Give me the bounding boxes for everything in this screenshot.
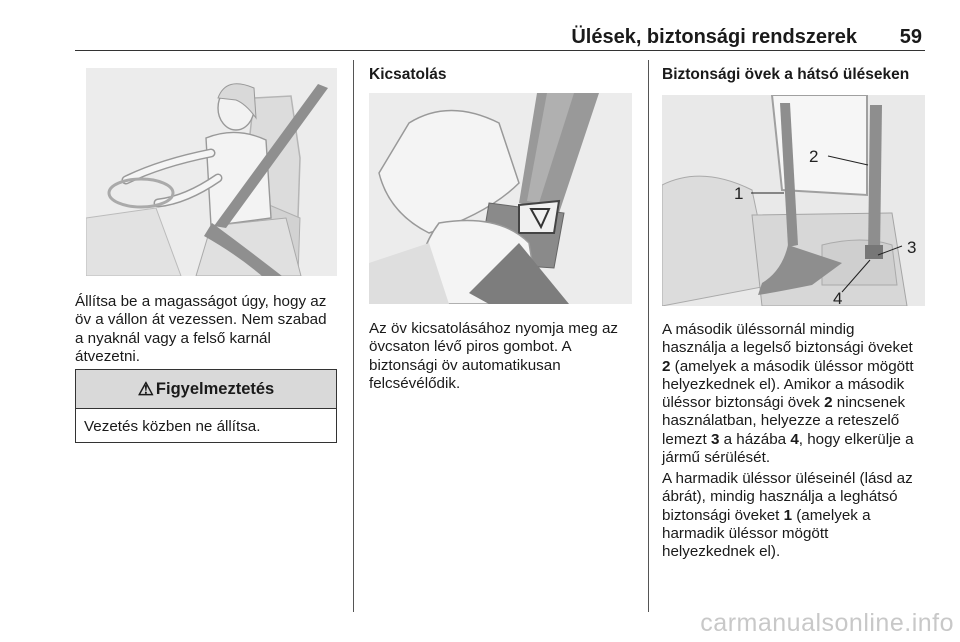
rear-seatbelts-illustration [662, 95, 925, 306]
warning-header [76, 370, 336, 409]
warning-title: Figyelmeztetés [155, 379, 275, 398]
seatbelt-height-illustration [86, 68, 337, 276]
warning-box [75, 369, 337, 443]
unbuckle-heading: Kicsatolás [369, 66, 447, 83]
column-divider-1 [353, 60, 354, 612]
warning-icon: ⚠ [137, 378, 154, 399]
header-rule [75, 50, 925, 51]
rear-belts-text-1: A második üléssornál mindig használja a legelső biztonsági öveket 2 (amelyek a második üléssor mögött helyezkednek el). Amikor a második üléssor biztonsági övek 2 nincsenek használatban, helyezze a reteszelő lemezt 3 a házába 4, hogy elkerülje a jármű sérülését. [662, 321, 914, 467]
page-number: 59 [899, 26, 922, 48]
watermark: carmanualsonline.info [700, 609, 954, 637]
page-header [75, 26, 925, 48]
callout-1: 1 [734, 184, 744, 203]
section-title: Ülések, biztonsági rendszerek [571, 26, 857, 48]
callout-2: 2 [809, 147, 819, 166]
rear-belts-text-2: A harmadik üléssor üléseinél (lásd az ábrát), mindig használja a leghátsó biztonsági öveket 1 (amelyek a harmadik üléssor mögött helyezkednek el). [662, 470, 913, 561]
unbuckle-illustration [369, 93, 632, 304]
unbuckle-text: Az öv kicsatolásához nyomja meg az övcsaton lévő piros gombot. A biztonsági öv automatikusan felcsévélődik. [369, 320, 619, 392]
callout-4: 4 [833, 289, 843, 306]
callout-3: 3 [907, 238, 917, 257]
rear-belts-heading: Biztonsági övek a hátsó üléseken [662, 66, 910, 83]
column-divider-2 [648, 60, 649, 612]
warning-body: Vezetés közben ne állítsa. [84, 418, 261, 435]
height-adjustment-text: Állítsa be a magasságot úgy, hogy az öv a vállon át vezessen. Nem szabad a nyaknál vagy a felső karnál átvezetni. [75, 293, 327, 365]
